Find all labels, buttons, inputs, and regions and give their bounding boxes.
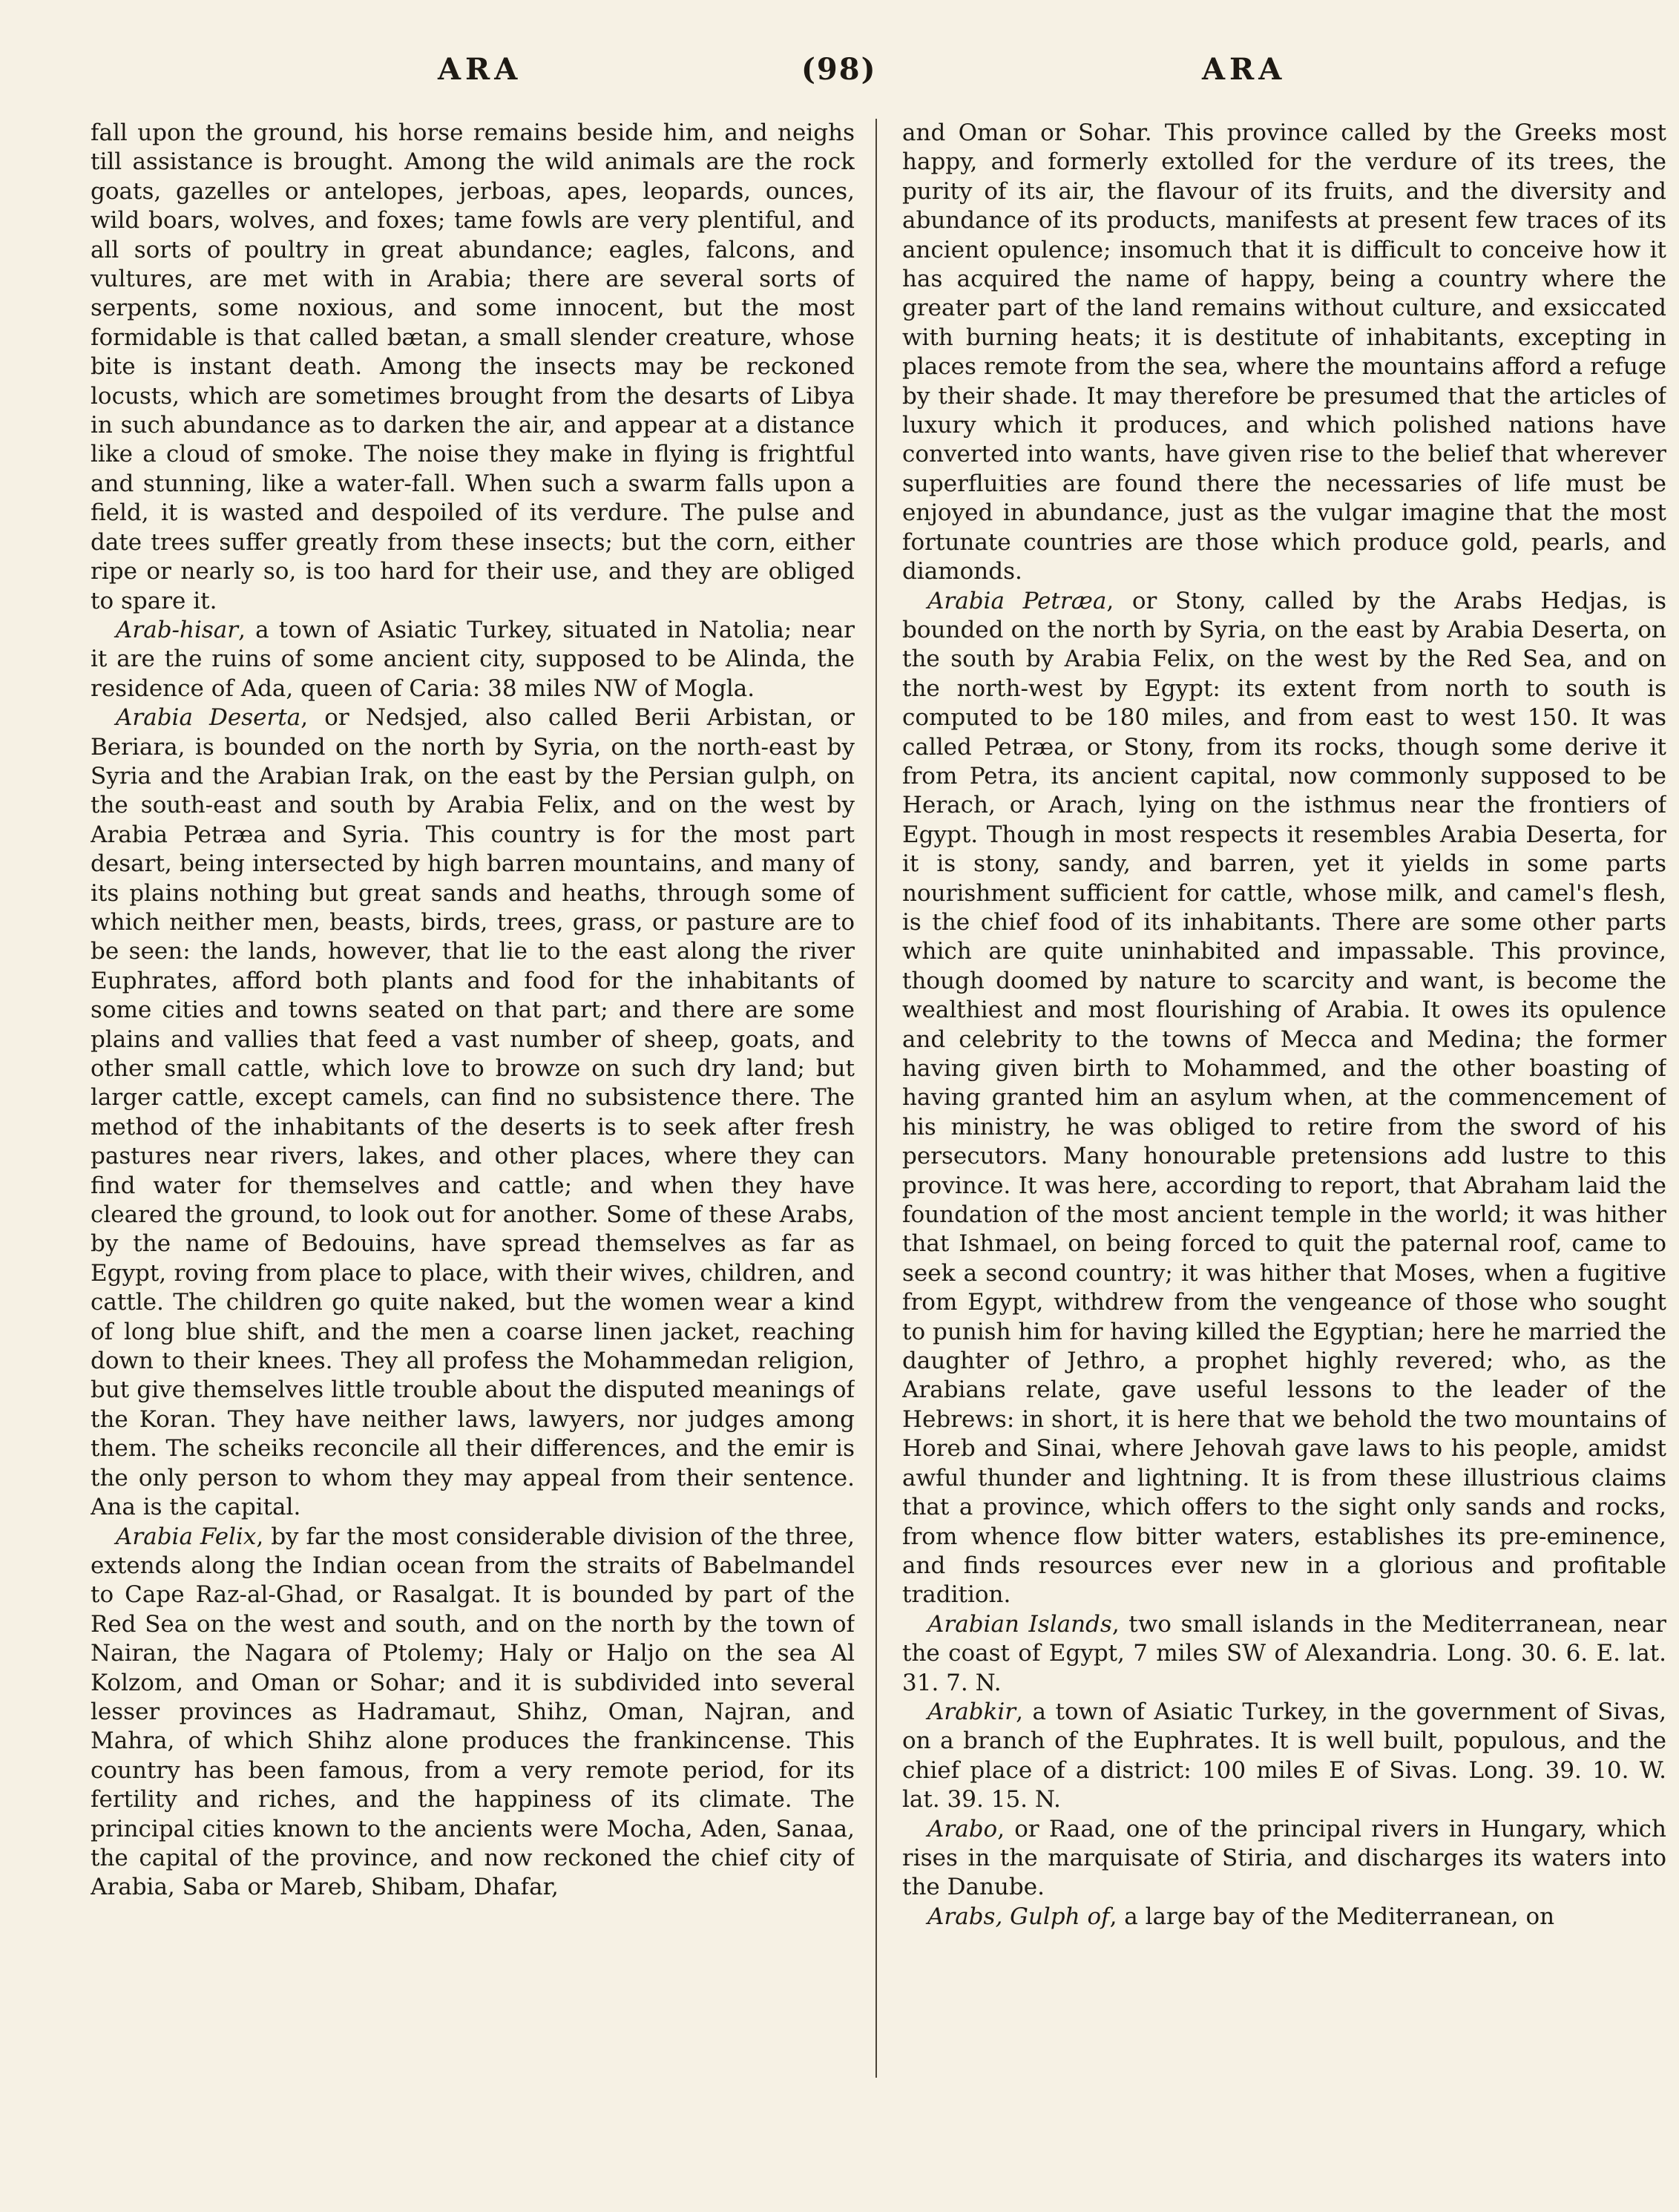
- left-column: [91, 119, 855, 2085]
- entry-headword: Arabian Islands: [927, 1610, 1112, 1638]
- entry-arabia-petraea: [902, 587, 1666, 1610]
- entry-arab-hisar: [91, 616, 855, 703]
- entry-text: , a town of Asiatic Turkey, in the government of Sivas, on a branch of the Euphrates. It is well built, populous, and the chief place of a district: 100 miles E of Sivas. Long. 39. 10. W. lat. 39. 15. N.: [902, 1698, 1666, 1814]
- entry-arabian-islands: [902, 1610, 1666, 1698]
- entry-text: , a large bay of the Mediterranean, on: [1109, 1903, 1555, 1930]
- entry-text: , or Nedsjed, also called Berii Arbistan, or Beriara, is bounded on the north by Syria, on the north-east by Syria and the Arabian Irak, on the east by the Persian gulph, on the south-east and south by Arabia Felix, and on the west by Arabia Petræa and Syria. This country is for the most part desart, being intersected by high barren mountains, and many of its plains nothing but great sands and heaths, through some of which neither men, beasts, birds, trees, grass, or pasture are to be seen: the lands, however, that lie to the east along the river Euphrates, afford both plants and food for the inhabitants of some cities and towns seated on that part; and there are some plains and vallies that feed a vast number of sheep, goats, and other small cattle, which love to browze on such dry land; but larger cattle, except camels, can find no subsistence there. The method of the inhabitants of the deserts is to seek after fresh pastures near rivers, lakes, and other places, where they can find water for themselves and cattle; and when they have cleared the ground, to look out for another. Some of these Arabs, by the name of Bedouins, have spread themselves as far as Egypt, roving from place to place, with their wives, children, and cattle. The children go quite naked, but the women wear a kind of long blue shift, and the men a coarse linen jacket, reaching down to their knees. They all profess the Mohammedan religion, but give themselves little trouble about the disputed meanings of the Koran. They have neither laws, lawyers, nor judges among them. The scheiks reconcile all their differences, and the emir is the only person to whom they may appeal from their sentence. Ana is the capital.: [91, 704, 855, 1521]
- running-head-left: ARA: [438, 52, 522, 87]
- entry-headword: Arabo: [927, 1815, 998, 1842]
- paragraph-text: fall upon the ground, his horse remains beside him, and neighs till assistance is brought. Among the wild animals are the rock goats, gazelles or antelopes, jerboas, apes, leopards, ounces, wild boars, wolves, and foxes; tame fowls are very plentiful, and all sorts of poultry in great abundance; eagles, falcons, and vultures, are met with in Arabia; there are several sorts of serpents, some noxious, and some innocent, but the most formidable is that called bætan, a small slender creature, whose bite is instant death. Among the insects may be reckoned locusts, which are sometimes brought from the desarts of Libya in such abundance as to darken the air, and appear at a distance like a cloud of smoke. The noise they make in flying is frightful and stunning, like a water-fall. When such a swarm falls upon a field, it is wasted and despoiled of its verdure. The pulse and date trees suffer greatly from these insects; but the corn, either ripe or nearly so, is too hard for their use, and they are obliged to spare it.: [91, 119, 855, 614]
- right-column: [902, 119, 1666, 2085]
- column-divider: [875, 119, 877, 2078]
- entry-arabo: [902, 1815, 1666, 1903]
- paragraph-continuation: [902, 119, 1666, 587]
- entry-arabs-gulph: [902, 1903, 1666, 1932]
- entry-arabkir: [902, 1698, 1666, 1815]
- entry-headword: Arabia Petræa: [927, 587, 1107, 614]
- entry-headword: Arabkir: [927, 1698, 1016, 1725]
- paragraph-text: and Oman or Sohar. This province called by the Greeks most happy, and formerly extolled for the verdure of its trees, the purity of its air, the flavour of its fruits, and the diversity and abundance of its products, manifests at present few traces of its ancient opulence; insomuch that it is difficult to conceive how it has acquired the name of happy, being a country where the greater part of the land remains without culture, and exsiccated with burning heats; it is destitute of inhabitants, excepting in places remote from the sea, where the mountains afford a refuge by their shade. It may therefore be presumed that the articles of luxury which it produces, and which polished nations have converted into wants, have given rise to the belief that wherever superfluities are found there the necessaries of life must be enjoyed in abundance, just as the vulgar imagine that the most fortunate countries are those which produce gold, pearls, and diamonds.: [902, 119, 1666, 585]
- entry-headword: Arabs, Gulph of: [927, 1903, 1110, 1930]
- entry-arabia-felix: [91, 1523, 855, 1903]
- page-header: [0, 52, 1679, 104]
- running-head-right: ARA: [1202, 52, 1287, 87]
- entry-headword: Arab-hisar: [116, 616, 239, 643]
- entry-text: , two small islands in the Mediterranean, near the coast of Egypt, 7 miles SW of Alexandria. Long. 30. 6. E. lat. 31. 7. N.: [902, 1610, 1666, 1696]
- entry-arabia-deserta: [91, 703, 855, 1522]
- entry-text: , a town of Asiatic Turkey, situated in Natolia; near it are the ruins of some ancient city, supposed to be Alinda, the residence of Ada, queen of Caria: 38 miles NW of Mogla.: [91, 616, 855, 702]
- entry-text: , or Raad, one of the principal rivers in Hungary, which rises in the marquisate of Stiria, and discharges its waters into the Danube.: [902, 1815, 1666, 1901]
- page-number: (98): [801, 52, 877, 87]
- entry-headword: Arabia Deserta: [116, 704, 301, 732]
- entry-headword: Arabia Felix: [116, 1523, 257, 1550]
- entry-text: , or Stony, called by the Arabs Hedjas, is bounded on the north by Syria, on the east by Arabia Deserta, on the south by Arabia Felix, on the west by the Red Sea, and on the north-west by Egypt: its extent from north to south is computed to be 180 miles, and from east to west 150. It was called Petræa, or Stony, from its rocks, though some derive it from Petra, its ancient capital, now commonly supposed to be Herach, or Arach, lying on the isthmus near the frontiers of Egypt. Though in most respects it resembles Arabia Deserta, for it is stony, sandy, and barren, yet it yields in some parts nourishment sufficient for cattle, whose milk, and camel's flesh, is the chief food of its inhabitants. There are some other parts which are quite uninhabited and impassable. This province, though doomed by nature to scarcity and want, is become the wealthiest and most flourishing of Arabia. It owes its opulence and celebrity to the towns of Mecca and Medina; the former having given birth to Mohammed, and the other boasting of having granted him an asylum when, at the commencement of his ministry, he was obliged to retire from the sword of his persecutors. Many honourable pretensions add lustre to this province. It was here, according to report, that Abraham laid the foundation of the most ancient temple in the world; it was hither that Ishmael, on being forced to quit the paternal roof, came to seek a second country; it was hither that Moses, when a fugitive from Egypt, withdrew from the vengeance of those who sought to punish him for having killed the Egyptian; here he married the daughter of Jethro, a prophet highly revered; who, as the Arabians relate, gave useful lessons to the leader of the Hebrews: in short, it is here that we behold the two mountains of Horeb and Sinai, where Jehovah gave laws to his people, amidst awful thunder and lightning. It is from these illustrious claims that a province, which offers to the sight only sands and rocks, from whence flow bitter waters, establishes its pre-eminence, and finds resources ever new in a glorious and profitable tradition.: [902, 587, 1666, 1609]
- paragraph-continuation: [91, 119, 855, 616]
- entry-text: , by far the most considerable division of the three, extends along the Indian ocean from the straits of Babelmandel to Cape Raz-al-Ghad, or Rasalgat. It is bounded by part of the Red Sea on the west and south, and on the north by the town of Nairan, the Nagara of Ptolemy; Haly or Haljo on the sea Al Kolzom, and Oman or Sohar; and it is subdivided into several lesser provinces as Hadramaut, Shihz, Oman, Najran, and Mahra, of which Shihz alone produces the frankincense. This country has been famous, from a very remote period, for its fertility and riches, and the happiness of its climate. The principal cities known to the ancients were Mocha, Aden, Sanaa, the capital of the province, and now reckoned the chief city of Arabia, Saba or Mareb, Shibam, Dhafar,: [91, 1523, 855, 1901]
